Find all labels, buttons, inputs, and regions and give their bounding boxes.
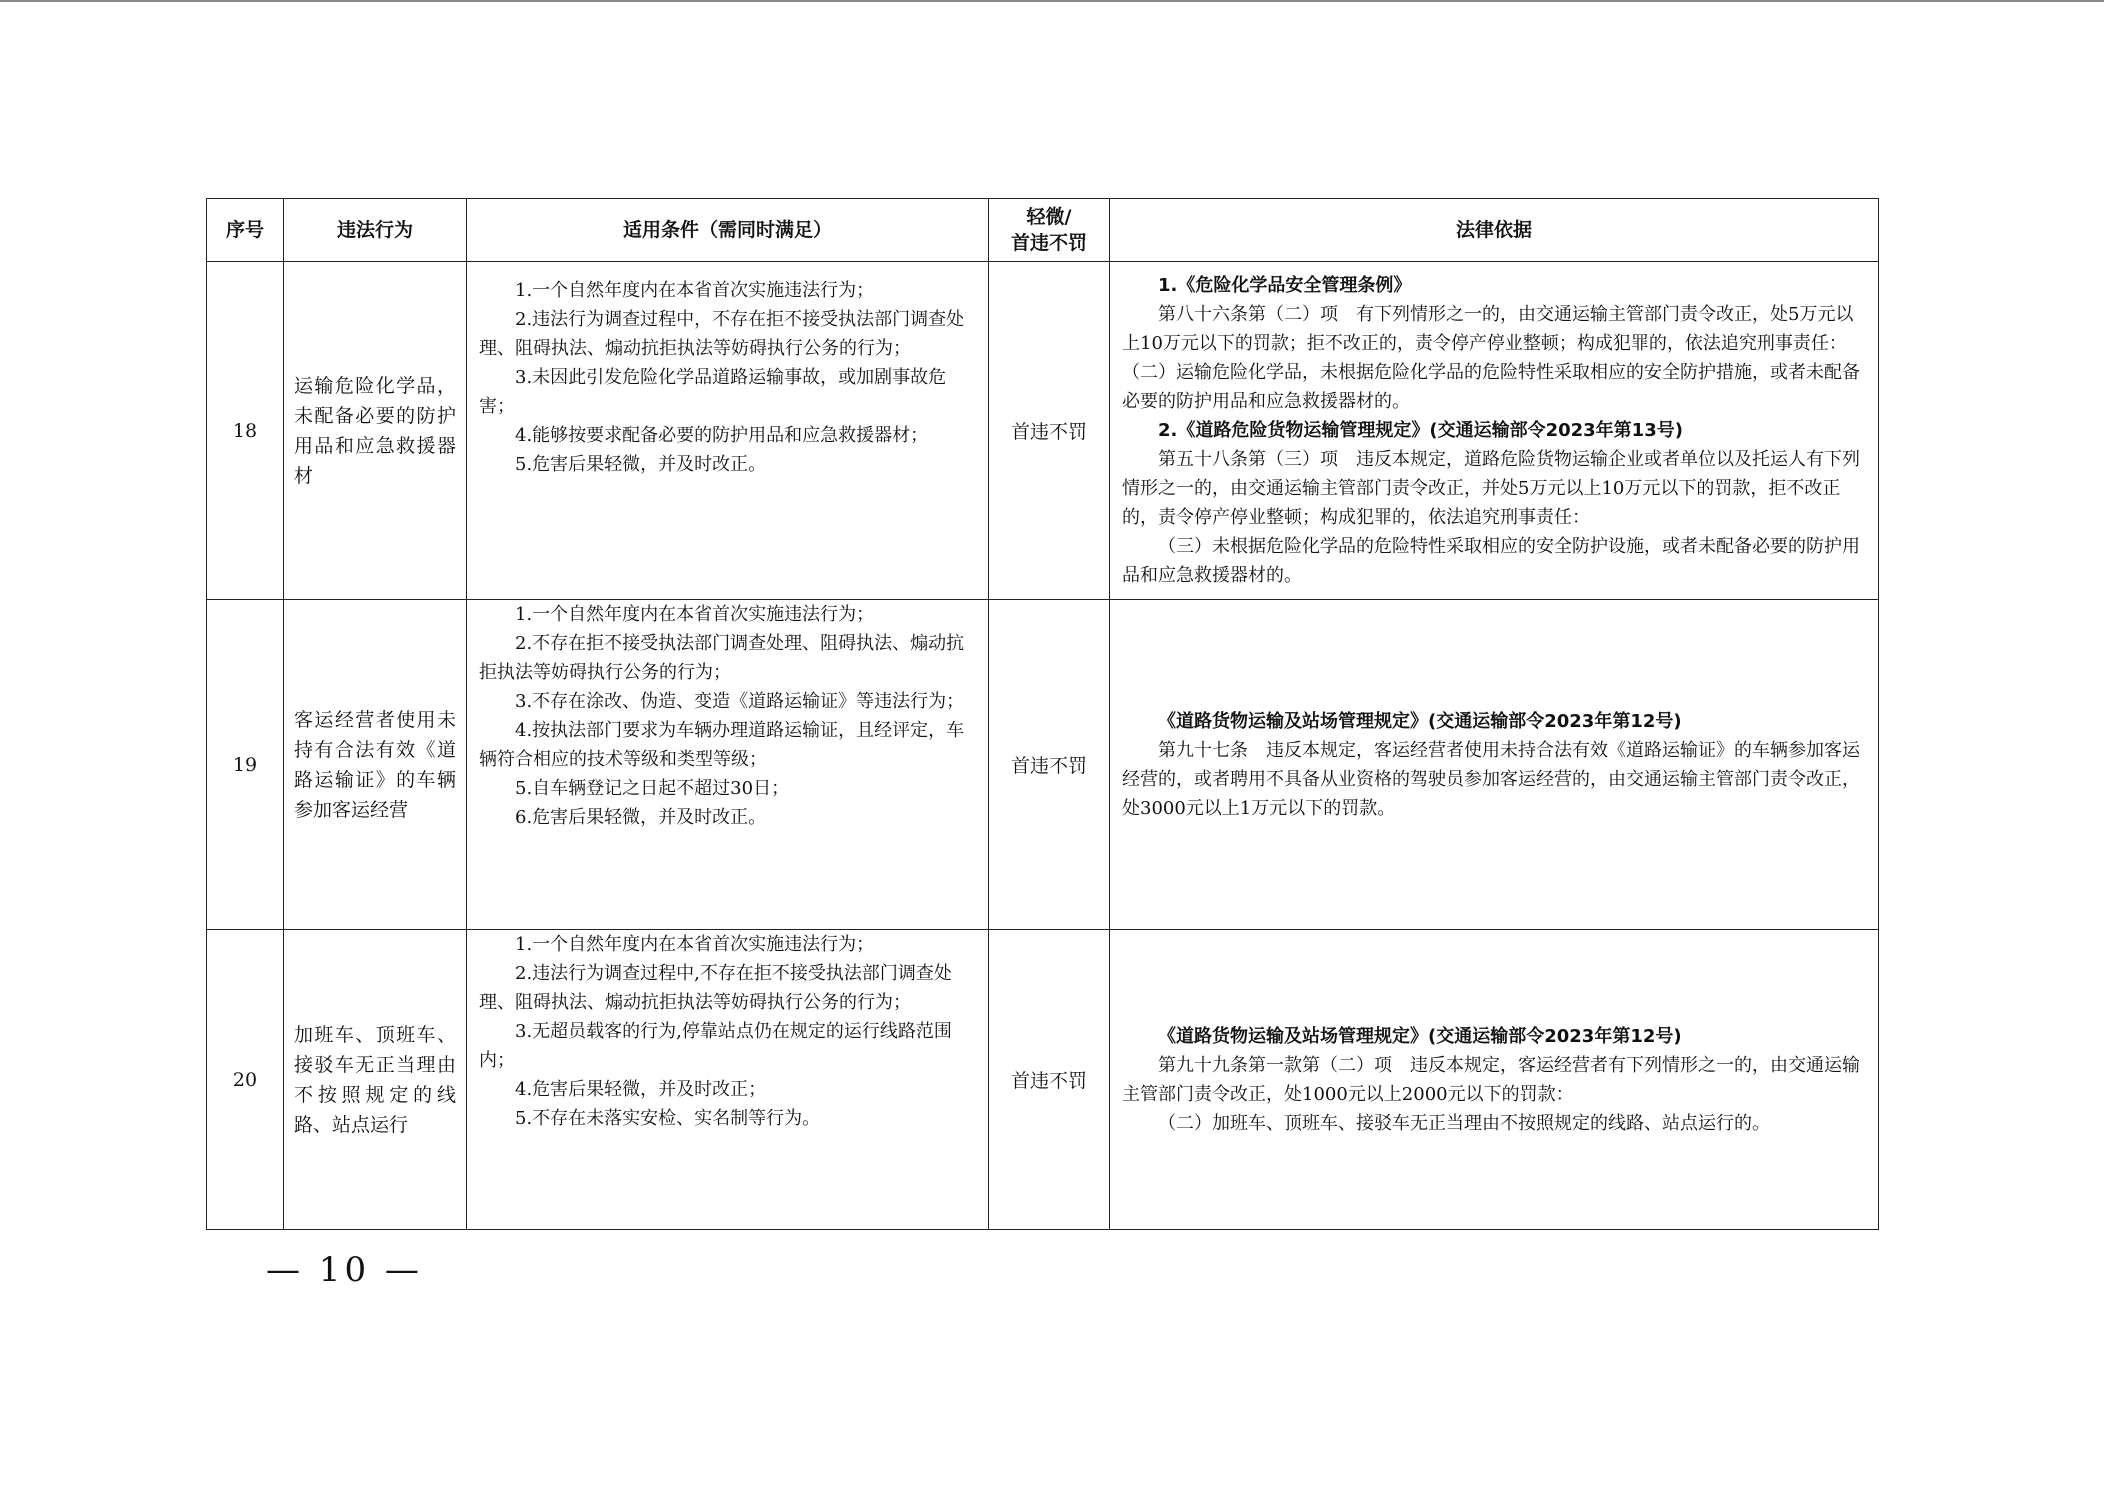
row-penalty: 首违不罚	[989, 930, 1110, 1230]
header-penalty	[989, 199, 1110, 262]
law-title: 2.《道路危险货物运输管理规定》(交通运输部令2023年第13号)	[1158, 420, 1683, 441]
table-header-row	[207, 199, 1879, 262]
condition-item: 4.危害后果轻微，并及时改正；	[515, 1079, 767, 1100]
condition-item: 3.无超员载客的行为,停靠站点仍在规定的运行线路范围内；	[479, 1021, 952, 1071]
row-conditions	[467, 262, 989, 600]
law-text: 第八十六条第（二）项 有下列情形之一的，由交通运输主管部门责令改正，处5万元以上10万元以下的罚款；拒不改正的，责令停产停业整顿；构成犯罪的，依法追究刑事责任：（二）运输危险化学品，未根据危险化学品的危险特性采取相应的安全防护措施，或者未配备必要的防护用品和应急救援器材的。	[1122, 304, 1860, 412]
law-title: 1.《危险化学品安全管理条例》	[1158, 275, 1412, 296]
law-text: 第五十八条第（三）项 违反本规定，道路危险货物运输企业或者单位以及托运人有下列情形之一的，由交通运输主管部门责令改正，并处5万元以上10万元以下的罚款，拒不改正的，责令停产停业整顿；构成犯罪的，依法追究刑事责任：	[1122, 449, 1860, 528]
row-behavior: 客运经营者使用未持有合法有效《道路运输证》的车辆参加客运经营	[284, 600, 467, 930]
law-text: （二）加班车、顶班车、接驳车无正当理由不按照规定的线路、站点运行的。	[1158, 1112, 1770, 1134]
law-text: 第九十七条 违反本规定，客运经营者使用未持合法有效《道路运输证》的车辆参加客运经营的，或者聘用不具备从业资格的驾驶员参加客运经营的，由交通运输主管部门责令改正，处3000元以上1万元以下的罚款。	[1122, 739, 1860, 819]
condition-item: 5.危害后果轻微，并及时改正。	[515, 454, 767, 475]
condition-item: 3.未因此引发危险化学品道路运输事故，或加剧事故危害；	[479, 367, 947, 417]
row-conditions	[467, 600, 989, 930]
row-law	[1110, 262, 1879, 600]
page-top-rule	[0, 0, 2104, 2]
condition-item: 4.按执法部门要求为车辆办理道路运输证，且经评定，车辆符合相应的技术等级和类型等级；	[479, 720, 965, 770]
row-law	[1110, 600, 1879, 930]
violation-table	[206, 198, 1879, 1230]
header-penalty-line1: 轻微/	[1026, 206, 1072, 228]
row-conditions	[467, 930, 989, 1230]
condition-item: 3.不存在涂改、伪造、变造《道路运输证》等违法行为；	[515, 691, 965, 712]
header-conditions: 适用条件（需同时满足）	[467, 199, 989, 262]
row-seq: 18	[207, 262, 284, 600]
row-penalty: 首违不罚	[989, 262, 1110, 600]
law-text: （三）未根据危险化学品的危险特性采取相应的安全防护设施，或者未配备必要的防护用品和应急救援器材的。	[1122, 536, 1860, 586]
condition-item: 5.自车辆登记之日起不超过30日；	[515, 778, 790, 799]
row-behavior: 加班车、顶班车、接驳车无正当理由不按照规定的线路、站点运行	[284, 930, 467, 1230]
row-behavior: 运输危险化学品，未配备必要的防护用品和应急救援器材	[284, 262, 467, 600]
condition-item: 1.一个自然年度内在本省首次实施违法行为；	[515, 280, 875, 301]
condition-item: 1.一个自然年度内在本省首次实施违法行为；	[515, 934, 875, 955]
header-law: 法律依据	[1110, 199, 1879, 262]
law-title: 《道路货物运输及站场管理规定》(交通运输部令2023年第12号)	[1158, 1025, 1682, 1047]
condition-item: 5.不存在未落实安检、实名制等行为。	[515, 1108, 821, 1129]
row-law	[1110, 930, 1879, 1230]
condition-item: 2.违法行为调查过程中,不存在拒不接受执法部门调查处理、阻碍执法、煽动抗拒执法等妨碍执行公务的行为；	[479, 963, 952, 1013]
table-row	[207, 600, 1879, 930]
law-text: 第九十九条第一款第（二）项 违反本规定，客运经营者有下列情形之一的，由交通运输主管部门责令改正，处1000元以上2000元以下的罚款：	[1122, 1054, 1860, 1105]
condition-item: 2.不存在拒不接受执法部门调查处理、阻碍执法、煽动抗拒执法等妨碍执行公务的行为；	[479, 633, 965, 683]
condition-item: 6.危害后果轻微，并及时改正。	[515, 807, 767, 828]
header-penalty-line2: 首违不罚	[1010, 232, 1087, 254]
condition-item: 2.违法行为调查过程中，不存在拒不接受执法部门调查处理、阻碍执法、煽动抗拒执法等妨碍执行公务的行为；	[479, 309, 965, 359]
row-seq: 19	[207, 600, 284, 930]
table-row	[207, 930, 1879, 1230]
condition-item: 4.能够按要求配备必要的防护用品和应急救援器材；	[515, 425, 929, 446]
law-title: 《道路货物运输及站场管理规定》(交通运输部令2023年第12号)	[1158, 710, 1682, 732]
row-penalty: 首违不罚	[989, 600, 1110, 930]
header-seq: 序号	[207, 199, 284, 262]
row-seq: 20	[207, 930, 284, 1230]
page-number: — 10 —	[266, 1250, 423, 1290]
condition-item: 1.一个自然年度内在本省首次实施违法行为；	[515, 604, 875, 625]
header-behavior: 违法行为	[284, 199, 467, 262]
table-row	[207, 262, 1879, 600]
